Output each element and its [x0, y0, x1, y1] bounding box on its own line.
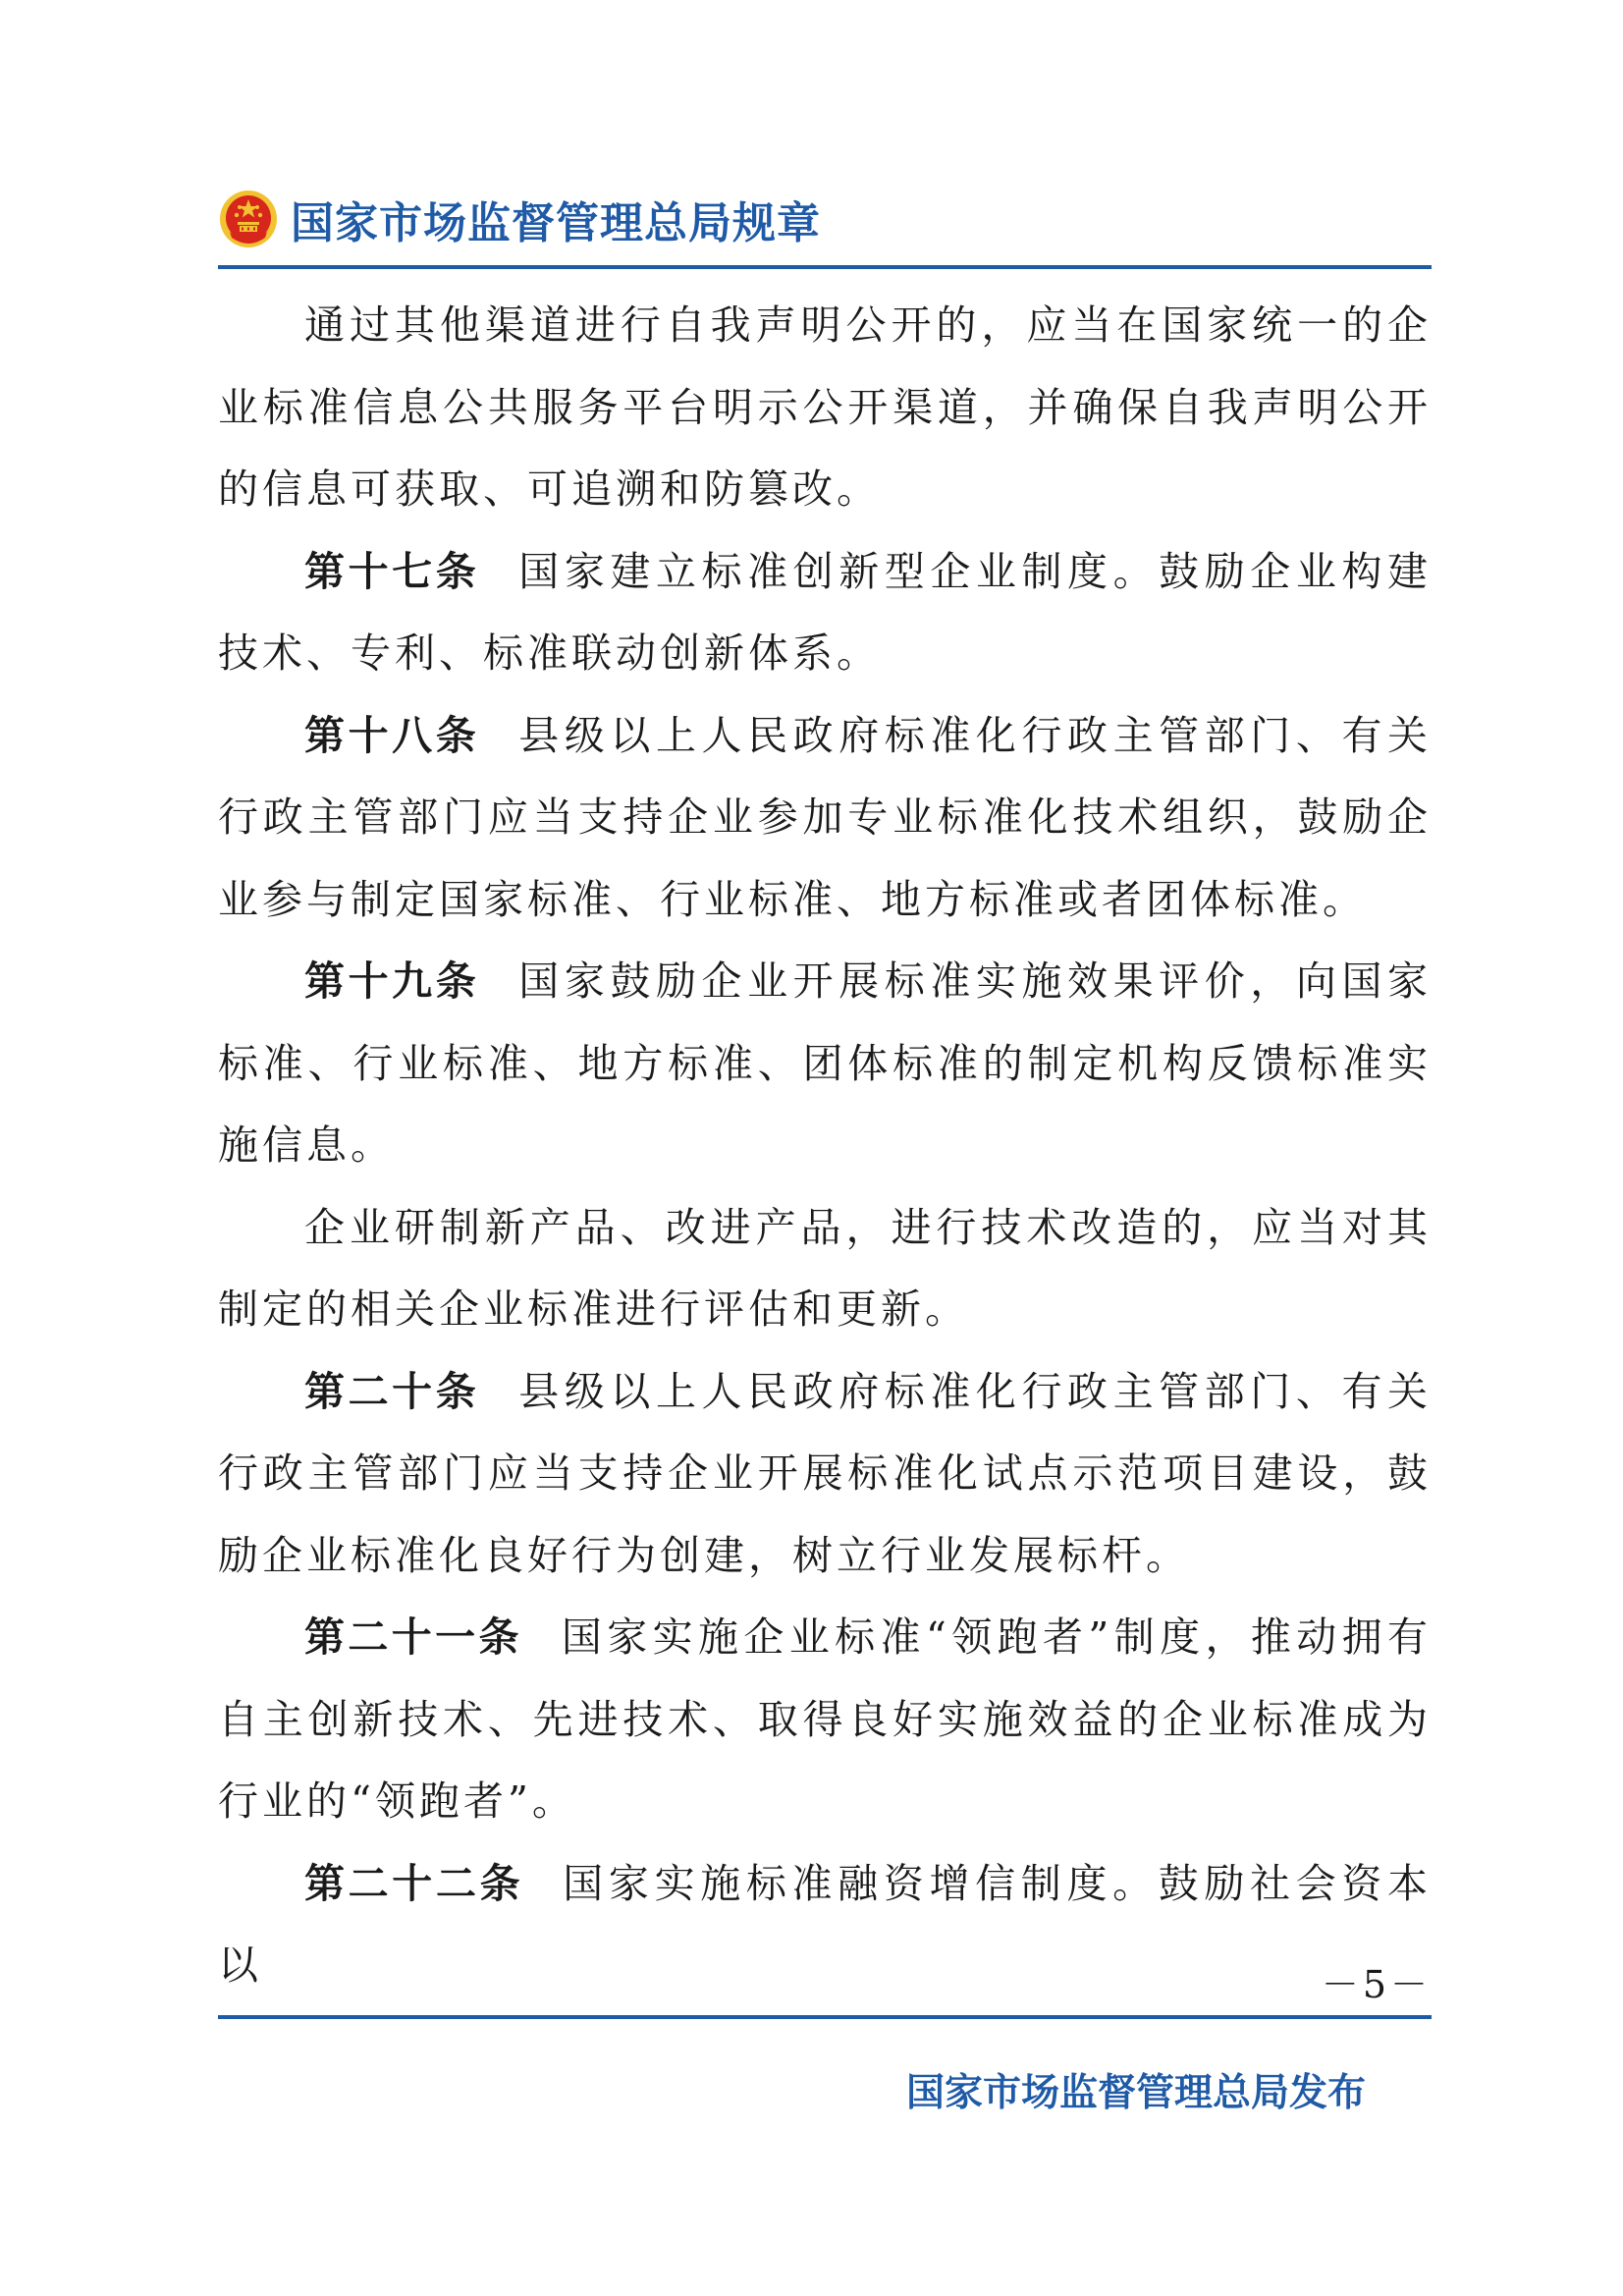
footer-divider — [218, 2015, 1432, 2019]
article-20 — [218, 1351, 1432, 1598]
article-19-paragraph-2 — [218, 1187, 1432, 1351]
national-emblem-icon — [218, 189, 279, 249]
article-18 — [218, 695, 1432, 942]
article-17 — [218, 531, 1432, 695]
article-21 — [218, 1597, 1432, 1843]
header-divider — [218, 265, 1432, 269]
article-number: 第十九条 — [304, 957, 480, 1005]
paragraph-text: 县级以上人民政府标准化行政主管部门、有关行政主管部门应当支持企业参加专业标准化技术组织，鼓励企业参与制定国家标准、行业标准、地方标准或者团体标准。 — [218, 711, 1433, 923]
footer-publisher: 国家市场监督管理总局发布 — [905, 2071, 1366, 2115]
header-title: 国家市场监督管理总局规章 — [291, 198, 821, 248]
article-number: 第二十二条 — [304, 1859, 524, 1907]
document-body — [218, 285, 1432, 2007]
paragraph-text: 国家鼓励企业开展标准实施效果评价，向国家标准、行业标准、地方标准、团体标准的制定机构反馈标准实施信息。 — [218, 957, 1433, 1169]
article-number: 第二十一条 — [304, 1613, 522, 1661]
paragraph-continuation — [218, 285, 1432, 531]
paragraph-text: 国家建立标准创新型企业制度。鼓励企业构建技术、专利、标准联动创新体系。 — [218, 547, 1433, 677]
article-number: 第二十条 — [304, 1367, 480, 1415]
page-header — [218, 185, 821, 253]
article-22 — [218, 1843, 1432, 2007]
article-19 — [218, 941, 1432, 1187]
paragraph-text: 国家实施标准融资增信制度。鼓励社会资本以 — [218, 1859, 1433, 1989]
paragraph-text: 企业研制新产品、改进产品，进行技术改造的，应当对其制定的相关企业标准进行评估和更新。 — [218, 1203, 1432, 1333]
paragraph-text: 县级以上人民政府标准化行政主管部门、有关行政主管部门应当支持企业开展标准化试点示范项目建设，鼓励企业标准化良好行为创建，树立行业发展标杆。 — [218, 1367, 1433, 1579]
article-number: 第十八条 — [304, 711, 480, 759]
page-number: －5－ — [1321, 1963, 1432, 2006]
article-number: 第十七条 — [304, 547, 480, 595]
paragraph-text: 国家实施企业标准“领跑者”制度，推动拥有自主创新技术、先进技术、取得良好实施效益的企业标准成为行业的“领跑者”。 — [218, 1613, 1433, 1825]
paragraph-text: 通过其他渠道进行自我声明公开的，应当在国家统一的企业标准信息公共服务平台明示公开渠道，并确保自我声明公开的信息可获取、可追溯和防篡改。 — [218, 301, 1432, 513]
